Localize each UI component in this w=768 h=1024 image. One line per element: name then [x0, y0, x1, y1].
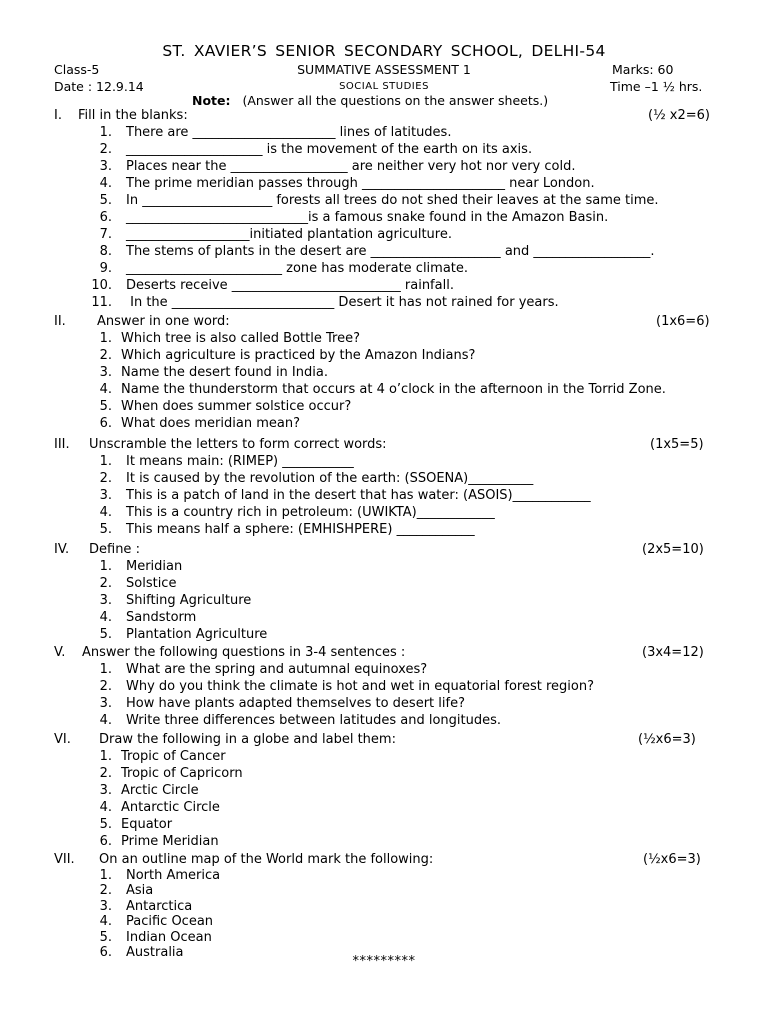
question-text: Indian Ocean: [126, 929, 212, 945]
question-text: This is a patch of land in the desert that has water: (ASOIS)____________: [126, 488, 591, 503]
question-text: This means half a sphere: (EMHISHPERE) ____________: [126, 522, 475, 537]
question-text: North America: [126, 867, 221, 883]
question-number: 3.: [99, 159, 112, 174]
question-text: Shifting Agriculture: [126, 593, 252, 608]
section-number: II.: [54, 314, 66, 329]
question-number: 3.: [99, 898, 112, 914]
question-number: 4.: [99, 800, 112, 815]
question-number: 1.: [99, 867, 112, 883]
question-number: 2.: [99, 471, 112, 486]
question-text: Asia: [126, 883, 154, 898]
question-text: When does summer solstice occur?: [121, 399, 352, 414]
question-number: 1.: [99, 749, 112, 764]
question-text: This is a country rich in petroleum: (UWIKTA)____________: [126, 505, 495, 520]
question-text: It is caused by the revolution of the earth: (SSOENA)__________: [126, 471, 534, 486]
question-text: ________________________ zone has moderate climate.: [126, 261, 469, 276]
question-number: 3.: [99, 365, 112, 380]
question-number: 1.: [99, 559, 112, 574]
question-number: 5.: [99, 193, 112, 208]
question-number: 3.: [99, 488, 112, 503]
question-number: 3.: [99, 593, 112, 608]
question-number: 8.: [99, 244, 112, 259]
question-text: Australia: [126, 945, 184, 960]
question-number: 2.: [99, 348, 112, 363]
question-number: 11.: [91, 295, 112, 310]
question-number: 10.: [91, 278, 112, 293]
section-title: Draw the following in a globe and label them:: [99, 732, 396, 747]
question-number: 7.: [99, 227, 112, 242]
question-text: Deserts receive __________________________ rainfall.: [126, 278, 454, 293]
section-number: VII.: [54, 852, 75, 867]
question-text: ___________________initiated plantation agriculture.: [126, 227, 452, 242]
question-text: Solstice: [126, 576, 177, 591]
total-marks: Marks: 60: [612, 62, 674, 77]
section-title: Answer in one word:: [97, 314, 230, 329]
question-number: 4.: [99, 505, 112, 520]
exam-date: Date : 12.9.14: [54, 79, 144, 94]
question-number: 1.: [99, 454, 112, 469]
note-text: (Answer all the questions on the answer sheets.): [242, 93, 549, 108]
question-text: The stems of plants in the desert are ____________________ and __________________.: [126, 244, 655, 259]
section-title: Answer the following questions in 3-4 sentences :: [82, 645, 406, 660]
question-number: 6.: [99, 834, 112, 849]
section-title: Define :: [89, 542, 140, 557]
class-label: Class-5: [54, 62, 100, 77]
section-marks: (½x6=3): [638, 732, 696, 747]
section-number: IV.: [54, 542, 70, 557]
exam-time: Time –1 ½ hrs.: [610, 79, 703, 94]
end-stars: *********: [352, 954, 416, 969]
question-text: Equator: [121, 817, 173, 832]
question-number: 2.: [99, 883, 112, 898]
question-text: What does meridian mean?: [121, 416, 300, 431]
question-number: 2.: [99, 142, 112, 157]
section-marks: (3x4=12): [642, 645, 704, 660]
question-text: Why do you think the climate is hot and wet in equatorial forest region?: [126, 679, 594, 694]
question-number: 3.: [99, 783, 112, 798]
question-text: Which tree is also called Bottle Tree?: [121, 331, 360, 346]
question-text: Name the desert found in India.: [121, 365, 328, 380]
question-number: 4.: [99, 382, 112, 397]
question-text: Plantation Agriculture: [126, 627, 268, 642]
question-number: 2.: [99, 766, 112, 781]
question-text: Tropic of Cancer: [121, 749, 226, 764]
question-number: 1.: [99, 125, 112, 140]
question-number: 4.: [99, 610, 112, 625]
question-number: 2.: [99, 576, 112, 591]
section-marks: (2x5=10): [642, 542, 704, 557]
section-number: V.: [54, 645, 66, 660]
question-number: 5.: [99, 399, 112, 414]
question-number: 5.: [99, 627, 112, 642]
section-marks: (1x5=5): [650, 437, 704, 452]
question-text: Which agriculture is practiced by the Amazon Indians?: [121, 348, 476, 363]
section-title: Fill in the blanks:: [78, 108, 188, 123]
question-text: It means main: (RIMEP) ___________: [126, 454, 354, 469]
question-number: 5.: [99, 929, 112, 945]
question-number: 6.: [99, 210, 112, 225]
question-text: Places near the __________________ are neither very hot nor very cold.: [126, 159, 576, 174]
question-number: 2.: [99, 679, 112, 694]
question-text: Pacific Ocean: [126, 914, 214, 929]
question-text: Antarctica: [126, 898, 193, 914]
question-text: Arctic Circle: [121, 783, 199, 798]
question-number: 6.: [99, 945, 112, 960]
question-text: The prime meridian passes through ______________________ near London.: [126, 176, 595, 191]
question-text: Sandstorm: [126, 610, 197, 625]
section-marks: (½x6=3): [643, 852, 701, 867]
question-number: 5.: [99, 522, 112, 537]
question-number: 1.: [99, 662, 112, 677]
section-marks: (½ x2=6): [648, 108, 711, 123]
note-line: [192, 93, 548, 108]
question-number: 4.: [99, 176, 112, 191]
section-title: Unscramble the letters to form correct words:: [89, 437, 387, 452]
question-text: Meridian: [126, 559, 183, 574]
question-text: ____________________________is a famous snake found in the Amazon Basin.: [126, 210, 609, 225]
question-text: How have plants adapted themselves to desert life?: [126, 696, 465, 711]
question-text: There are ______________________ lines of latitudes.: [126, 125, 452, 140]
question-number: 3.: [99, 696, 112, 711]
question-text: Write three differences between latitudes and longitudes.: [126, 713, 502, 728]
question-text: Name the thunderstorm that occurs at 4 o’clock in the afternoon in the Torrid Zone.: [121, 382, 666, 397]
question-text: In ____________________ forests all trees do not shed their leaves at the same time.: [126, 193, 659, 208]
question-text: Antarctic Circle: [121, 800, 220, 815]
assessment-title: SUMMATIVE ASSESSMENT 1: [297, 62, 471, 77]
question-number: 5.: [99, 817, 112, 832]
subject-title: SOCIAL STUDIES: [339, 81, 429, 92]
note-label: Note:: [192, 93, 231, 108]
question-number: 4.: [99, 713, 112, 728]
question-number: 9.: [99, 261, 112, 276]
section-number: I.: [54, 108, 62, 123]
question-text: What are the spring and autumnal equinoxes?: [126, 662, 428, 677]
question-text: _____________________ is the movement of the earth on its axis.: [126, 142, 533, 157]
question-number: 1.: [99, 331, 112, 346]
school-title: ST. XAVIER’S SENIOR SECONDARY SCHOOL, DELHI-54: [162, 42, 606, 60]
question-number: 6.: [99, 416, 112, 431]
section-marks: (1x6=6): [656, 314, 710, 329]
question-text: In the _________________________ Desert it has not rained for years.: [126, 295, 559, 310]
question-text: Tropic of Capricorn: [121, 766, 243, 781]
question-text: Prime Meridian: [121, 834, 219, 849]
section-number: VI.: [54, 732, 71, 747]
section-title: On an outline map of the World mark the following:: [99, 852, 434, 867]
question-number: 4.: [99, 914, 112, 929]
section-number: III.: [54, 437, 70, 452]
